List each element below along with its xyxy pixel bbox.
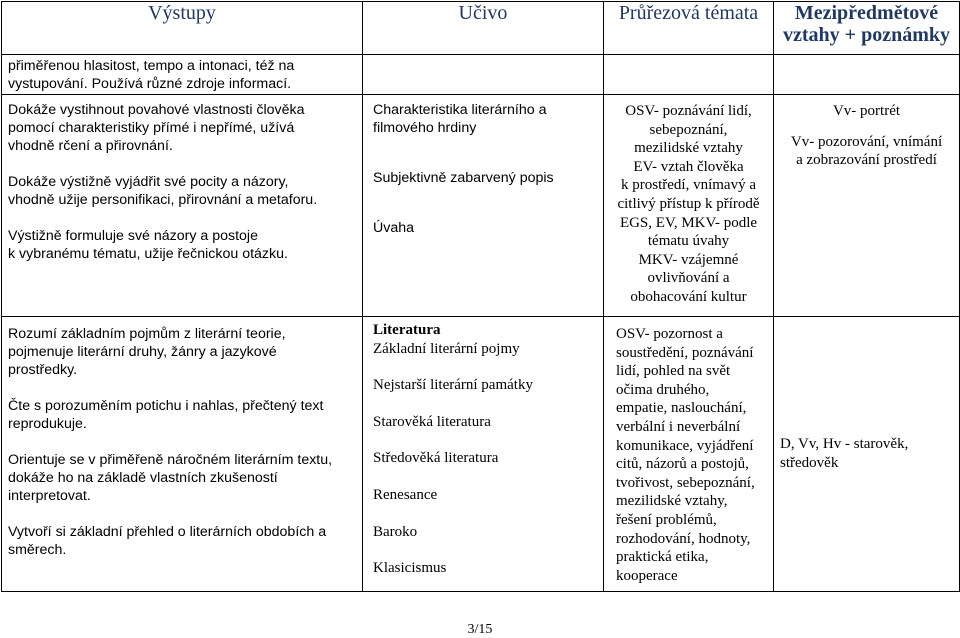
text-line: Základní literární pojmy (373, 340, 520, 357)
text-line: a zobrazování prostředí (796, 152, 937, 169)
text-line: verbální i neverbální (616, 418, 741, 435)
text-line: Vv- pozorování, vnímání (790, 133, 943, 150)
row2-notes (774, 95, 960, 317)
text-line: Výstižně formuluje své názory a postoje (8, 228, 258, 244)
text-line: citů, názorů a postojů, (616, 456, 749, 473)
text-line: MKV- vzájemné (638, 251, 739, 268)
curriculum-table (1, 1, 960, 592)
text-line: OSV- poznávání lidí, (625, 103, 752, 119)
row1-outcomes (2, 55, 363, 95)
row3-outcomes (2, 317, 363, 592)
text-line: Starověká literatura (373, 413, 491, 430)
text-line: středověk (780, 455, 839, 471)
text-line: Vytvoří si základní přehled o literárních obdobích a (8, 524, 327, 540)
row2-themes (604, 95, 774, 317)
text-line: mezilidské vztahy, (616, 493, 728, 510)
row3-content (363, 317, 604, 592)
table-row (2, 317, 960, 592)
text-line: dokáže ho na základě vlastních zkušeností (8, 470, 278, 486)
text-line: tvořivost, sebepoznání, (616, 474, 755, 491)
text-line: mezilidské vztahy (634, 140, 743, 157)
text-line: filmového hrdiny (373, 120, 477, 136)
text-line: rozhodování, hodnoty, (616, 530, 751, 547)
text-line: Orientuje se v přiměřeně náročném literárním textu, (8, 452, 333, 468)
text-line: komunikace, vyjádření (616, 437, 754, 454)
text-line: prostředky. (8, 362, 78, 378)
table-row (2, 55, 960, 95)
literatura-heading: Literatura (373, 322, 441, 338)
header-mezipredmetove: Mezipředmětové vztahy + poznámky (774, 2, 960, 55)
row1-notes (774, 55, 960, 95)
text-line: Subjektivně zabarvený popis (373, 170, 554, 186)
text-line: Úvaha (373, 220, 415, 236)
text-line: pomocí charakteristiky přímé i nepřímé, užívá (8, 120, 295, 136)
text-line: ovlivňování a (647, 270, 730, 287)
text-line: vhodně užije personifikaci, přirovnání a metaforu. (8, 192, 318, 208)
text-line: interpretovat. (8, 488, 91, 504)
row3-themes (604, 317, 774, 592)
text-line: D, Vv, Hv - starověk, (780, 436, 909, 453)
text-line: empatie, naslouchání, (616, 400, 747, 417)
text-line: vhodně rčení a přirovnání. (8, 138, 173, 154)
text-line: přiměřenou hlasitost, tempo a intonaci, též na (8, 58, 295, 74)
text-line: Středověká literatura (373, 450, 499, 467)
text-line: pojmenuje literární druhy, žánry a jazykové (8, 344, 277, 360)
text-line: Dokáže výstižně vyjádřit své pocity a názory, (8, 174, 289, 190)
text-line: Čte s porozuměním potichu i nahlas, přečtený text (8, 398, 324, 414)
text-line: soustředění, poznávání (616, 344, 754, 361)
row1-content (363, 55, 604, 95)
text-line: vystupování. Používá různé zdroje informací. (8, 76, 292, 92)
text-line: Nejstarší literární památky (373, 377, 533, 394)
text-line: EV- vztah člověka (633, 158, 744, 175)
text-line: k vybranému tématu, užije řečnickou otázku. (8, 246, 288, 262)
header-prurezova-temata: Průřezová témata (604, 2, 774, 55)
text-line: Rozumí základním pojmům z literární teorie, (8, 326, 286, 342)
text-line: Klasicismus (373, 560, 447, 577)
text-line: obohacování kultur (630, 288, 747, 305)
row2-content (363, 95, 604, 317)
table-row (2, 95, 960, 317)
text-line: Dokáže vystihnout povahové vlastnosti člověka (8, 102, 305, 118)
text-line: EGS, EV, MKV- podle (619, 214, 758, 231)
text-line: praktická etika, (616, 549, 709, 566)
text-line: tématu úvahy (647, 233, 730, 250)
header-vystupy: Výstupy (2, 2, 363, 55)
text-line: Charakteristika literárního a (373, 102, 547, 118)
text-line: řešení problémů, (616, 511, 717, 528)
header-row (2, 2, 960, 55)
page-number: 3/15 (467, 622, 493, 637)
text-line: reprodukuje. (8, 416, 87, 432)
text-line: Baroko (373, 523, 418, 540)
text-line: Vv- portrét (832, 103, 901, 119)
text-line: očima druhého, (616, 381, 710, 398)
text-line: lidí, pohled na svět (616, 363, 731, 380)
text-line: citlivý přístup k přírodě (617, 195, 760, 212)
header-ucivo: Učivo (363, 2, 604, 55)
text-line: OSV- pozornost a (616, 326, 723, 342)
row2-outcomes (2, 95, 363, 317)
text-line: směrech. (8, 542, 67, 558)
text-line: kooperace (616, 567, 678, 584)
row3-notes (774, 317, 960, 592)
text-line: k prostředí, vnímavý a (621, 177, 756, 194)
text-line: sebepoznání, (649, 121, 728, 138)
row1-themes (604, 55, 774, 95)
text-line: Renesance (373, 486, 438, 503)
